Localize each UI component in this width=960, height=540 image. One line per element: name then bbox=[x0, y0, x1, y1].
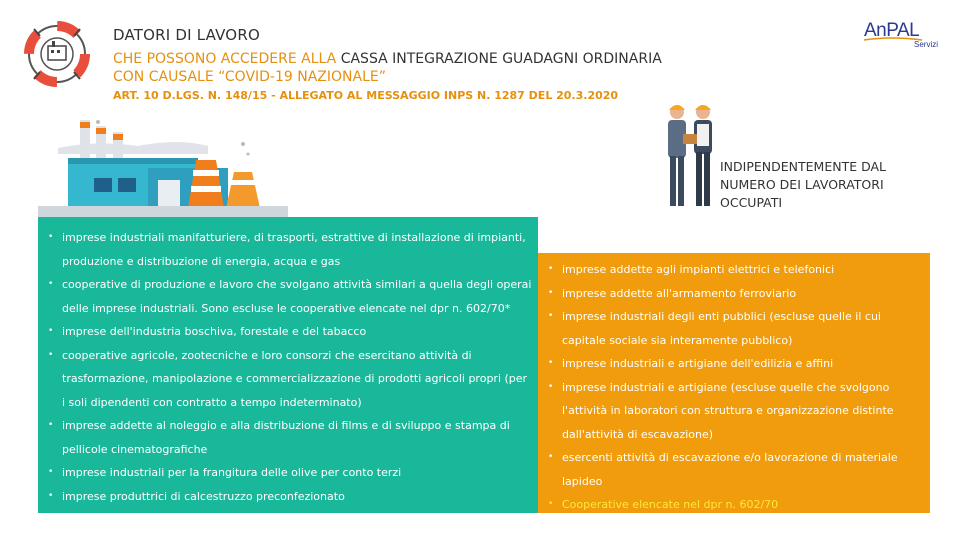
lifebuoy-icon bbox=[22, 14, 92, 94]
subtitle-dark: CASSA INTEGRAZIONE GUADAGNI ORDINARIA bbox=[340, 51, 662, 67]
list-item: • imprese industriali e artigiane dell'edilizia e affini bbox=[540, 352, 925, 376]
list-item: • imprese industriali per la frangitura delle olive per conto terzi bbox=[40, 461, 532, 485]
list-item: • imprese industriali manifatturiere, di trasporti, estrattive di installazione di impianti, produzione e distribuzione di energia, acqua e gas bbox=[40, 226, 532, 273]
page-title: DATORI DI LAVORO bbox=[113, 26, 260, 44]
legal-reference: ART. 10 D.LGS. N. 148/15 - ALLEGATO AL MESSAGGIO INPS N. 1287 DEL 20.3.2020 bbox=[113, 89, 619, 102]
logo-text: AnPAL bbox=[864, 20, 920, 41]
logo-subtext: Servizi bbox=[914, 40, 939, 49]
workers-illustration bbox=[655, 98, 725, 218]
list-item: • imprese addette agli impianti elettrici e telefonici bbox=[540, 258, 925, 282]
list-item: • imprese industriali e artigiane (escluse quelle che svolgono l'attività in laboratori con struttura e organizzazione distinte dall'attività di escavazione) bbox=[540, 376, 925, 447]
list-item: • imprese dell'industria boschiva, forestale e del tabacco bbox=[40, 320, 532, 344]
subtitle-orange: CHE POSSONO ACCEDERE ALLA bbox=[113, 51, 337, 67]
anpal-logo bbox=[862, 16, 944, 50]
list-item: • cooperative agricole, zootecniche e loro consorzi che esercitano attività di trasformazione, manipolazione e commercializzazione di prodotti agricoli propri (per i soli dipendenti con contratto a tempo indeterminato) bbox=[40, 344, 532, 415]
list-item: • cooperative di produzione e lavoro che svolgano attività similari a quella degli operai delle imprese industriali. Sono escluse le cooperative elencate nel dpr n. 602/70* bbox=[40, 273, 532, 320]
green-list bbox=[40, 226, 532, 508]
list-item: • imprese produttrici di calcestruzzo preconfezionato bbox=[40, 485, 532, 509]
list-item: • imprese addette all'armamento ferroviario bbox=[540, 282, 925, 306]
factory-illustration bbox=[38, 110, 288, 220]
list-item-highlight: • Cooperative elencate nel dpr n. 602/70 bbox=[540, 493, 925, 517]
page-subtitle bbox=[113, 50, 662, 69]
list-item: • imprese addette al noleggio e alla distribuzione di films e di sviluppo e stampa di pellicole cinematografiche bbox=[40, 414, 532, 461]
list-item: • imprese industriali degli enti pubblici (escluse quelle il cui capitale sociale sia interamente pubblico) bbox=[540, 305, 925, 352]
page-subtitle-line2: CON CAUSALE “COVID-19 NAZIONALE” bbox=[113, 69, 386, 85]
workers-note: INDIPENDENTEMENTE DAL NUMERO DEI LAVORATORI OCCUPATI bbox=[720, 159, 887, 210]
orange-list bbox=[540, 258, 925, 517]
list-item: • esercenti attività di escavazione e/o lavorazione di materiale lapideo bbox=[540, 446, 925, 493]
